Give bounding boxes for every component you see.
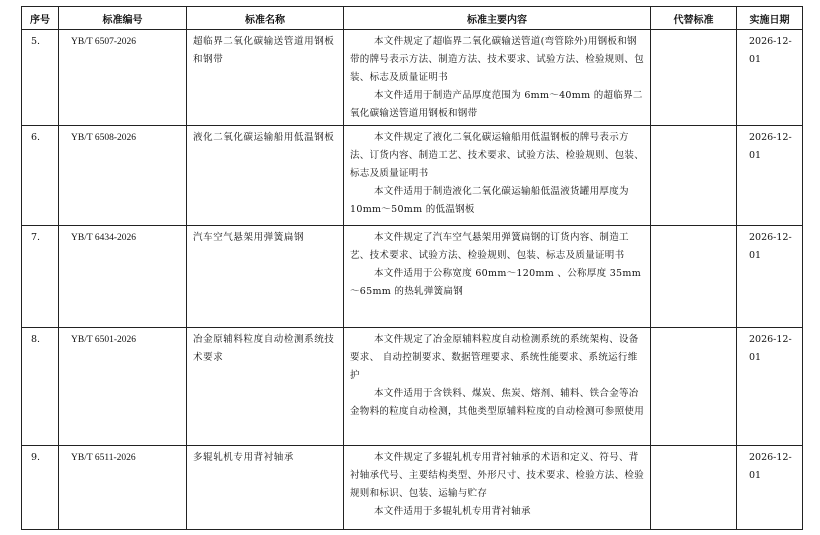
table-row <box>22 446 803 530</box>
replaced-standard <box>651 126 737 226</box>
row-number: 8. <box>22 328 59 446</box>
header-content: 标准主要内容 <box>344 7 651 30</box>
content-applicability: 本文件适用于制造液化二氧化碳运输船低温液货罐用厚度为 10mm～50mm 的低温钢板 <box>350 186 629 215</box>
standard-name: 多辊轧机专用背衬轴承 <box>187 446 344 530</box>
content-scope: 本文件规定了液化二氧化碳运输船用低温钢板的牌号表示方法、订货内容、制造工艺、技术要求、试验方法、检验规则、包装、标志及质量证明书 <box>350 132 645 179</box>
table-header-row <box>22 7 803 30</box>
effective-date: 2026-12-01 <box>737 126 803 226</box>
standard-code: YB/T 6434-2026 <box>59 226 187 328</box>
standard-name: 冶金原辅料粒度自动检测系统技术要求 <box>187 328 344 446</box>
content-applicability: 本文件适用于多辊轧机专用背衬轴承 <box>374 506 531 517</box>
row-number: 5. <box>22 30 59 126</box>
standard-content <box>344 328 651 446</box>
row-number: 6. <box>22 126 59 226</box>
replaced-standard <box>651 446 737 530</box>
standard-content <box>344 30 651 126</box>
header-date: 实施日期 <box>737 7 803 30</box>
row-number: 7. <box>22 226 59 328</box>
standard-name: 液化二氧化碳运输船用低温钢板 <box>187 126 344 226</box>
header-name: 标准名称 <box>187 7 344 30</box>
content-applicability: 本文件适用于含铁料、煤炭、焦炭、熔剂、辅料、铁合金等冶金物料的粒度自动检测，其他类型原辅料粒度的自动检测可参照使用 <box>350 388 645 417</box>
content-scope: 本文件规定了冶金原辅料粒度自动检测系统的系统架构、设备要求、 自动控制要求、数据管理要求、系统性能要求、系统运行维护 <box>350 334 639 381</box>
standards-table <box>21 6 803 530</box>
content-scope: 本文件规定了汽车空气悬架用弹簧扁钢的订货内容、制造工艺、技术要求、试验方法、检验规则、包装、标志及质量证明书 <box>350 232 629 261</box>
standard-name: 超临界二氧化碳输送管道用钢板和钢带 <box>187 30 344 126</box>
effective-date: 2026-12-01 <box>737 226 803 328</box>
table-row <box>22 328 803 446</box>
replaced-standard <box>651 328 737 446</box>
header-replace: 代替标准 <box>651 7 737 30</box>
header-code: 标准编号 <box>59 7 187 30</box>
standard-code: YB/T 6507-2026 <box>59 30 187 126</box>
replaced-standard <box>651 226 737 328</box>
effective-date: 2026-12-01 <box>737 328 803 446</box>
content-applicability: 本文件适用于公称宽度 60mm～120mm 、公称厚度 35mm～65mm 的热轧弹簧扁钢 <box>350 268 642 297</box>
effective-date: 2026-12-01 <box>737 446 803 530</box>
table-row <box>22 30 803 126</box>
row-number: 9. <box>22 446 59 530</box>
table-row <box>22 226 803 328</box>
header-no: 序号 <box>22 7 59 30</box>
standard-code: YB/T 6501-2026 <box>59 328 187 446</box>
standard-content <box>344 226 651 328</box>
content-scope: 本文件规定了超临界二氧化碳输送管道(弯管除外)用钢板和钢带的牌号表示方法、制造方法、技术要求、试验方法、检验规则、包装、标志及质量证明书 <box>350 36 645 83</box>
effective-date: 2026-12-01 <box>737 30 803 126</box>
standard-content <box>344 446 651 530</box>
table-row <box>22 126 803 226</box>
standard-name: 汽车空气悬架用弹簧扁钢 <box>187 226 344 328</box>
standard-code: YB/T 6511-2026 <box>59 446 187 530</box>
replaced-standard <box>651 30 737 126</box>
content-scope: 本文件规定了多辊轧机专用背衬轴承的术语和定义、符号、背衬轴承代号、主要结构类型、外形尺寸、技术要求、检验方法、检验规则和标识、包装、运输与贮存 <box>350 452 645 499</box>
standard-content <box>344 126 651 226</box>
content-applicability: 本文件适用于制造产品厚度范围为 6mm～40mm 的超临界二氧化碳输送管道用钢板和钢带 <box>350 90 643 119</box>
standard-code: YB/T 6508-2026 <box>59 126 187 226</box>
